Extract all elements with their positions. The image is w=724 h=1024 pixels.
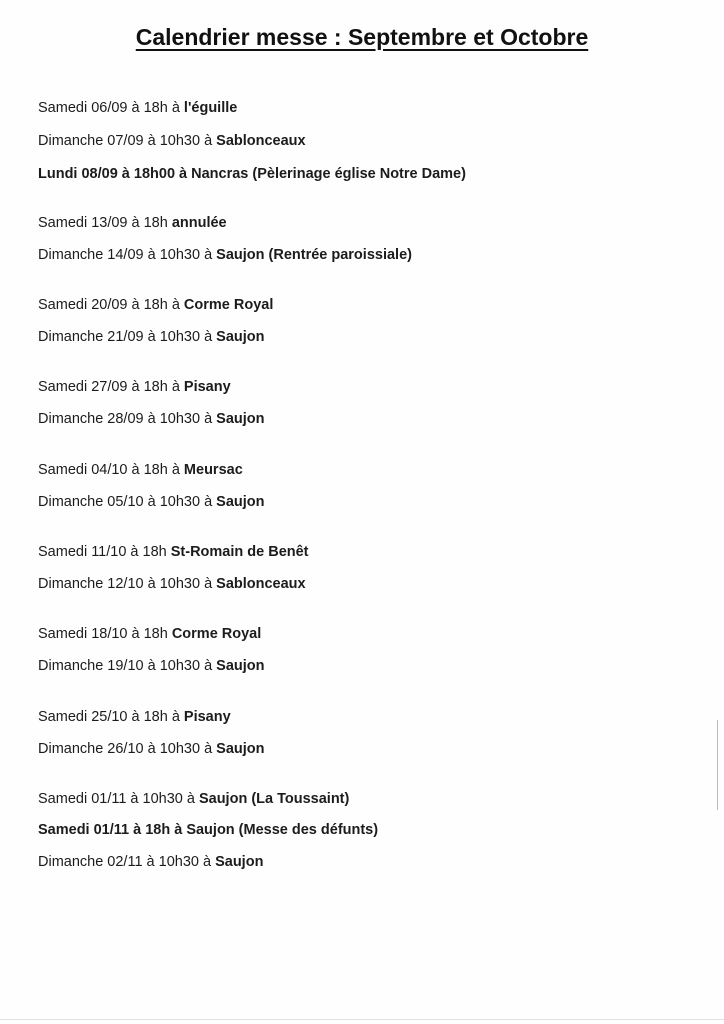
- schedule-entry: [38, 215, 227, 231]
- entry-date-text: Dimanche 05/10 à 10h30 à: [38, 494, 217, 510]
- entry-date-text: Samedi 11/10 à 18h: [38, 544, 171, 560]
- schedule-entry: [38, 576, 306, 592]
- schedule-entry: [38, 411, 265, 427]
- schedule-entry: [38, 247, 412, 263]
- entry-date-text: Samedi 04/10 à 18h à: [38, 462, 184, 478]
- entry-date-text: Dimanche 26/10 à 10h30 à: [38, 741, 217, 757]
- entry-location-text: Saujon: [216, 329, 265, 345]
- schedule-entry: [38, 658, 265, 674]
- schedule-entry: [38, 379, 231, 395]
- entry-location-text: Lundi 08/09 à 18h00 à Nancras (Pèlerinage église Notre Dame): [38, 166, 466, 182]
- entry-location-text: Pisany: [183, 709, 231, 725]
- entry-date-text: Samedi 18/10 à 18h: [38, 626, 172, 642]
- entry-date-text: Dimanche 14/09 à 10h30 à: [38, 247, 217, 263]
- entry-date-text: Samedi 01/11 à 10h30 à: [38, 791, 199, 807]
- schedule-entry: [38, 709, 231, 725]
- entry-date-text: Dimanche 02/11 à 10h30 à: [38, 854, 216, 870]
- schedule-entry: [38, 166, 466, 182]
- page-title-text: Calendrier messe : Septembre et Octobre: [135, 24, 589, 50]
- entry-date-text: Dimanche 19/10 à 10h30 à: [38, 658, 217, 674]
- entry-date-text: Samedi 25/10 à 18h à: [38, 709, 184, 725]
- schedule-entry: [38, 741, 265, 757]
- schedule-entry: [38, 494, 265, 510]
- entry-location-text: Corme Royal: [183, 297, 274, 313]
- entry-location-text: Saujon: [216, 741, 265, 757]
- entry-date-text: Samedi 13/09 à 18h: [38, 215, 172, 231]
- schedule-entry: [38, 462, 243, 478]
- entry-location-text: Corme Royal: [171, 626, 262, 642]
- scan-edge-mark: [717, 720, 718, 810]
- entry-location-text: Samedi 01/11 à 18h à Saujon (Messe des défunts): [38, 822, 379, 838]
- schedule-entry: [38, 626, 261, 642]
- entry-date-text: Samedi 20/09 à 18h à: [38, 297, 184, 313]
- entry-location-text: Saujon: [215, 854, 264, 870]
- entry-location-text: l'éguille: [183, 100, 238, 116]
- entry-location-text: annulée: [171, 215, 227, 231]
- schedule-entry: [38, 329, 265, 345]
- entry-location-text: Sablonceaux: [216, 576, 306, 592]
- entry-location-text: Saujon: [216, 494, 265, 510]
- entry-date-text: Samedi 27/09 à 18h à: [38, 379, 184, 395]
- schedule-entry: [38, 297, 273, 313]
- entry-date-text: Samedi 06/09 à 18h à: [38, 100, 184, 116]
- entry-date-text: Dimanche 07/09 à 10h30 à: [38, 133, 217, 149]
- schedule-entry: [38, 854, 263, 870]
- schedule-entry: [38, 133, 306, 149]
- schedule-entry: [38, 100, 237, 116]
- entry-date-text: Dimanche 21/09 à 10h30 à: [38, 329, 217, 345]
- entry-location-text: Pisany: [183, 379, 231, 395]
- schedule-entry: [38, 791, 349, 807]
- page-title: [0, 24, 724, 51]
- entry-location-text: Saujon (Rentrée paroissiale): [216, 247, 412, 263]
- entry-location-text: Saujon (La Toussaint): [198, 791, 350, 807]
- entry-date-text: Dimanche 28/09 à 10h30 à: [38, 411, 217, 427]
- entry-location-text: St-Romain de Benêt: [170, 544, 309, 560]
- entry-date-text: Dimanche 12/10 à 10h30 à: [38, 576, 217, 592]
- scan-bottom-edge: [0, 1019, 724, 1020]
- schedule-entry: [38, 822, 378, 838]
- schedule-entry: [38, 544, 309, 560]
- entry-location-text: Sablonceaux: [216, 133, 306, 149]
- entry-location-text: Meursac: [183, 462, 243, 478]
- entry-location-text: Saujon: [216, 658, 265, 674]
- entry-location-text: Saujon: [216, 411, 265, 427]
